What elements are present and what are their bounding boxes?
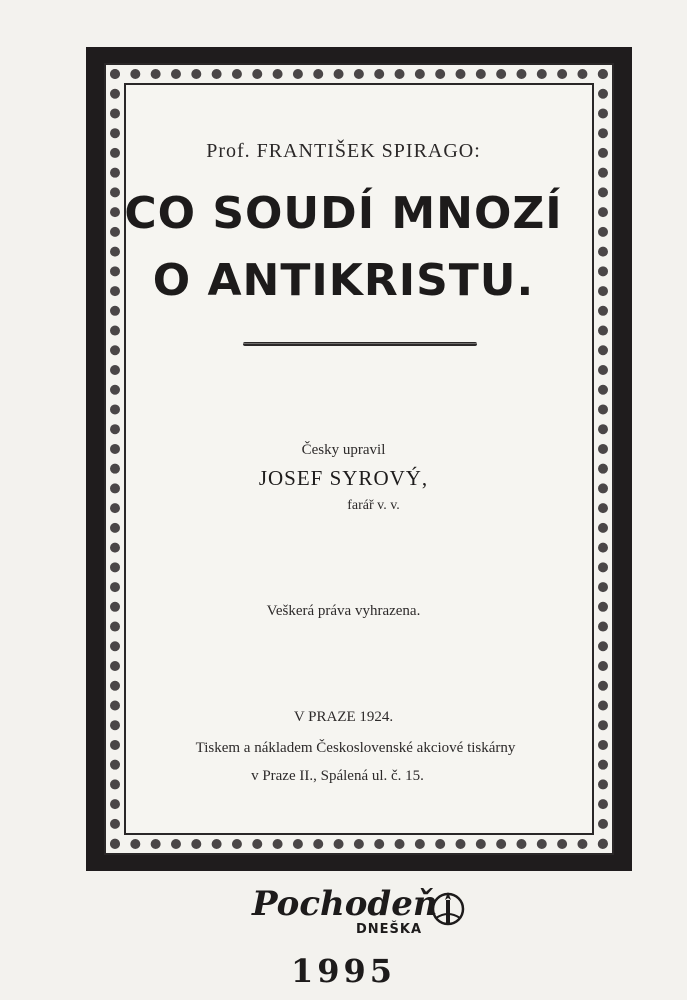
printer-line-1: Tiskem a nákladem Československé akciové tiskárny bbox=[195, 740, 516, 756]
publisher-subtitle: DNEŠKA bbox=[356, 922, 423, 937]
title-divider bbox=[243, 342, 477, 346]
title-line-2: O ANTIKRISTU. bbox=[152, 255, 535, 306]
translator-name: JOSEF SYROVÝ, bbox=[258, 466, 429, 490]
title-line-1: CO SOUDÍ MNOZÍ bbox=[124, 188, 563, 239]
author-line: Prof. FRANTIŠEK SPIRAGO: bbox=[206, 140, 481, 162]
place-and-year: V PRAZE 1924. bbox=[293, 709, 394, 725]
torch-icon bbox=[428, 888, 468, 930]
translated-by-label: Česky upravil bbox=[301, 442, 386, 458]
printer-line-2: v Praze II., Spálená ul. č. 15. bbox=[251, 768, 424, 784]
rights-notice: Veškerá práva vyhrazena. bbox=[266, 603, 421, 619]
publisher-name: Pochodeň bbox=[252, 884, 438, 924]
edition-year: 1995 bbox=[290, 952, 397, 990]
publisher-logo bbox=[252, 884, 472, 944]
translator-role: farář v. v. bbox=[347, 498, 400, 513]
ornamental-frame bbox=[104, 63, 614, 855]
